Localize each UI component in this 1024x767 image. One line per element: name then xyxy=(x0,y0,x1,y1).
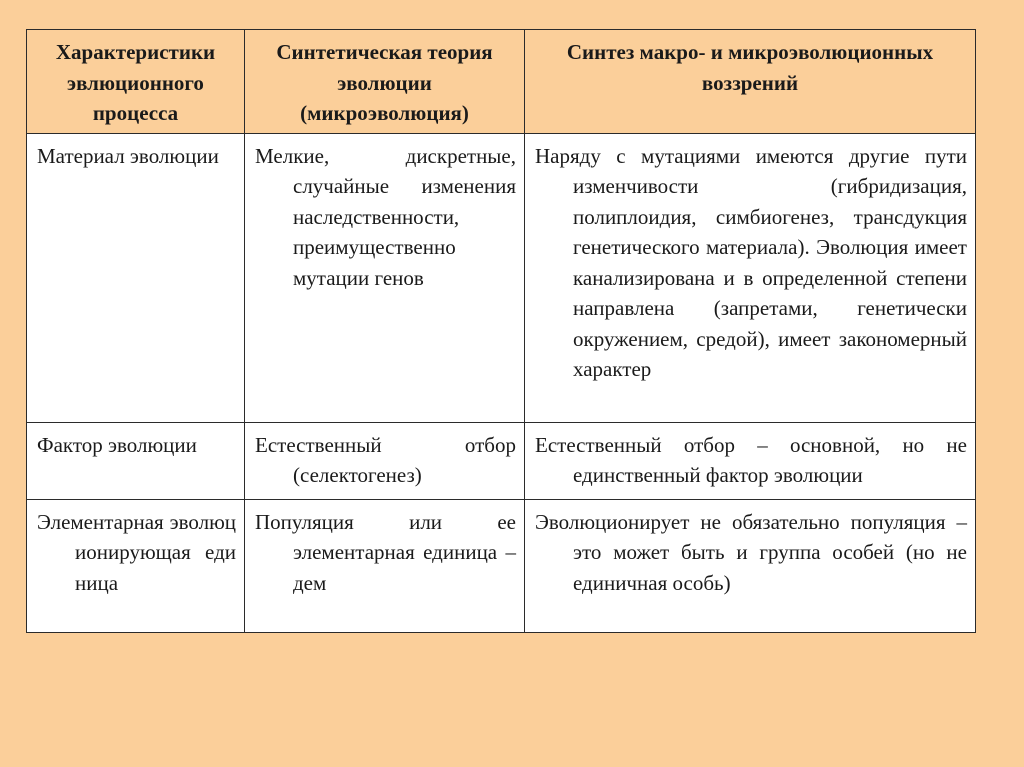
cell-synthetic xyxy=(245,422,525,499)
cell-text: Материал эволюции xyxy=(37,143,219,168)
cell-text: Естественный отбор – основной, но не единственный фактор эволюции xyxy=(535,432,967,487)
cell-characteristic xyxy=(27,422,245,499)
cell-text: Популяция или ее элементарная единица – дем xyxy=(255,509,516,595)
cell-synthesis xyxy=(525,422,976,499)
cell-text: Элементарная эволюционирующая единица xyxy=(37,509,236,595)
cell-characteristic xyxy=(27,499,245,632)
cell-text: Фактор эволюции xyxy=(37,432,197,457)
cell-text: Мелкие, дискретные, случайные изменения наследственности, преимущественно мутации генов xyxy=(255,143,516,290)
header-characteristics: Характеристики эвлюционного процесса xyxy=(27,30,245,134)
header-synthetic-theory: Синтетическая теория эволюции (микроэволюция) xyxy=(245,30,525,134)
table-header xyxy=(27,30,976,134)
cell-text: Наряду с мутациями имеются другие пути изменчивости (гибридизация, полиплоидия, симбиогенез, трансдукция генетического материала). Эволюция имеет канализирована и в определенной степени направлена (запретами, генетически окружением, средой), имеет закономерный характер xyxy=(535,143,967,381)
cell-synthetic xyxy=(245,133,525,422)
cell-synthesis xyxy=(525,499,976,632)
table-body xyxy=(27,133,976,632)
table-row xyxy=(27,422,976,499)
header-row xyxy=(27,30,976,134)
evolution-comparison-table xyxy=(26,29,976,633)
table-row xyxy=(27,499,976,632)
cell-synthetic xyxy=(245,499,525,632)
cell-synthesis xyxy=(525,133,976,422)
cell-text: Эволюционирует не обязательно популяция – это может быть и группа особей (но не единичная особь) xyxy=(535,509,967,595)
cell-text: Естественный отбор (селектогенез) xyxy=(255,432,516,487)
cell-characteristic xyxy=(27,133,245,422)
header-macro-micro-synthesis: Синтез макро- и микроэволюционных воззрений xyxy=(525,30,976,134)
table-row xyxy=(27,133,976,422)
